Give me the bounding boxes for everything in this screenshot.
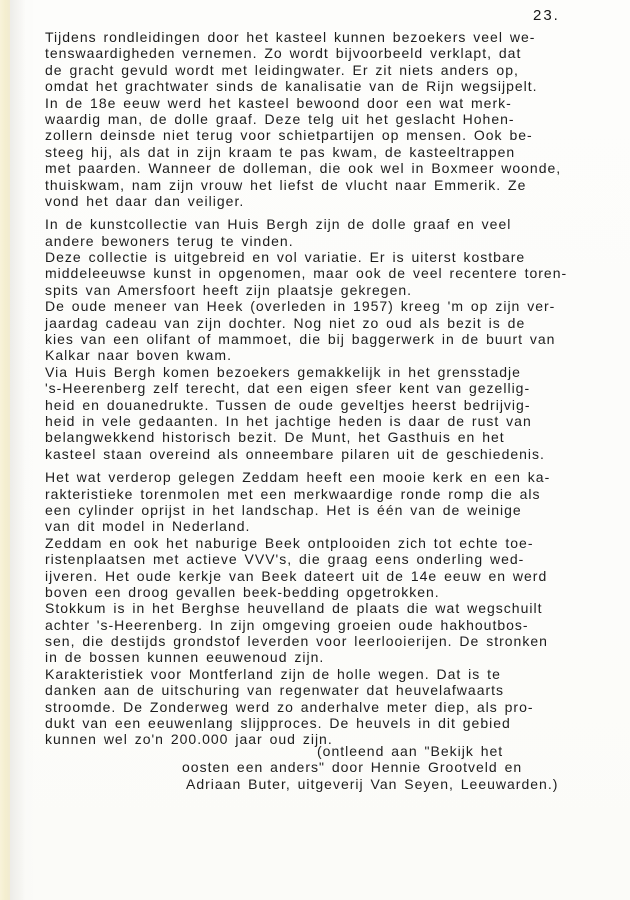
text-line: heid en douanedrukte. Tussen de oude geveltjes heerst bedrijvig- [45,396,531,413]
attribution-line: (ontleend aan "Bekijk het [317,742,504,759]
text-column [45,29,620,792]
text-line: boven een droog gevallen beek-bedding opgetrokken. [45,583,440,600]
text-line: een cylinder oprijst in het landschap. Het is één van de weinige [45,501,522,518]
text-line: middeleeuwse kunst in opgenomen, maar ook de veel recentere toren- [45,265,568,282]
page-number: 23. [533,7,560,24]
text-line: kunnen wel zo'n 200.000 jaar oud zijn. [45,731,333,748]
text-line: stroomde. De Zonderweg werd zo anderhalve meter diep, als pro- [45,698,534,715]
text-line: waardig man, de dolle graaf. Deze telg uit het geslacht Hohen- [45,110,515,127]
text-line: van dit model in Nederland. [45,518,251,535]
text-line: ristenplaatsen met actieve VVV's, die graag eens onderling wed- [45,551,525,568]
text-line: ijveren. Het oude kerkje van Beek dateert uit de 14e eeuw en werd [45,567,548,584]
text-line: thuiskwam, nam zijn vrouw het liefst de vlucht naar Emmerik. Ze [45,176,527,193]
scan-page-edge [0,0,10,900]
text-line: de gracht gevuld wordt met leidingwater. Er zit niets anders op, [45,61,519,78]
paragraph-1 [45,29,620,209]
text-line: De oude meneer van Heek (overleden in 1957) kreeg 'm op zijn ver- [45,298,556,315]
text-line: heid in vele gedaanten. In het jachtige heden is daar de rust van [45,412,532,429]
text-line: in de bossen kunnen eeuwenoud zijn. [45,649,325,666]
text-line: kasteel staan overeind als onneembare pilaren uit de geschiedenis. [45,445,545,462]
paragraphs-container [45,29,620,748]
text-line: omdat het grachtwater sinds de kanalisatie van de Rijn wegsijpelt. [45,78,538,95]
text-line: sen, die destijds grondstof leverden voor leerlooierijen. De stronken [45,633,548,650]
text-line: dukt van een eeuwenlang slijpproces. De heuvels in dit gebied [45,715,511,732]
text-line: Via Huis Bergh komen bezoekers gemakkelijk in het grensstadje [45,363,521,380]
text-line: zollern deinsde niet terug voor schietpartijen op mensen. Ook be- [45,127,533,144]
text-line: andere bewoners terug te vinden. [45,232,294,249]
text-line: belangwekkend historisch bezit. De Munt, het Gasthuis en het [45,429,505,446]
paragraph-3 [45,469,620,748]
text-line: Deze collectie is uitgebreid en vol variatie. Er is uiterst kostbare [45,249,526,266]
text-line: In de 18e eeuw werd het kasteel bewoond door een wat merk- [45,94,512,111]
text-line: Het wat verderop gelegen Zeddam heeft een mooie kerk en een ka- [45,469,551,486]
scan-edge-shadow [10,0,26,900]
text-line: met paarden. Wanneer de dolleman, die ook wel in Boxmeer woonde, [45,160,562,177]
text-line: Zeddam en ook het naburige Beek ontplooiden zich tot echte toe- [45,534,534,551]
text-line: kies van een olifant of mammoet, die bij baggerwerk in de buurt van [45,331,556,348]
text-line: In de kunstcollectie van Huis Bergh zijn de dolle graaf en veel [45,216,512,233]
text-line: Kalkar naar boven kwam. [45,347,232,364]
text-line: steeg hij, als dat in zijn kraam te pas kwam, de kasteeltrappen [45,143,516,160]
text-line: Stokkum is in het Berghse heuvelland de plaats die wat wegschuilt [45,600,543,617]
paragraph-2 [45,216,620,462]
attribution-line: oosten een anders" door Hennie Grootveld en [182,759,523,776]
attribution-line: Adriaan Buter, uitgeverij Van Seyen, Leeuwarden.) [186,775,559,792]
text-line: danken aan de uitschuring van regenwater dat heuvelafwaarts [45,682,505,699]
text-line: rakteristieke torenmolen met een merkwaardige ronde romp die als [45,485,541,502]
text-line: spits van Amersfoort heeft zijn plaatsje gekregen. [45,281,413,298]
text-line: Tijdens rondleidingen door het kasteel kunnen bezoekers veel we- [45,29,536,45]
attribution [45,743,620,792]
text-line: Karakteristiek voor Montferland zijn de holle wegen. Dat is te [45,665,501,682]
text-line: tenswaardigheden vernemen. Zo wordt bijvoorbeeld verklapt, dat [45,45,522,62]
text-line: 's-Heerenberg zelf terecht, dat een eigen sfeer kent van gezellig- [45,380,531,397]
text-line: jaardag cadeau van zijn dochter. Nog niet zo oud als bezit is de [45,314,526,331]
text-line: achter 's-Heerenberg. In zijn omgeving groeien oude hakhoutbos- [45,616,529,633]
text-line: vond het daar dan veiliger. [45,192,245,209]
